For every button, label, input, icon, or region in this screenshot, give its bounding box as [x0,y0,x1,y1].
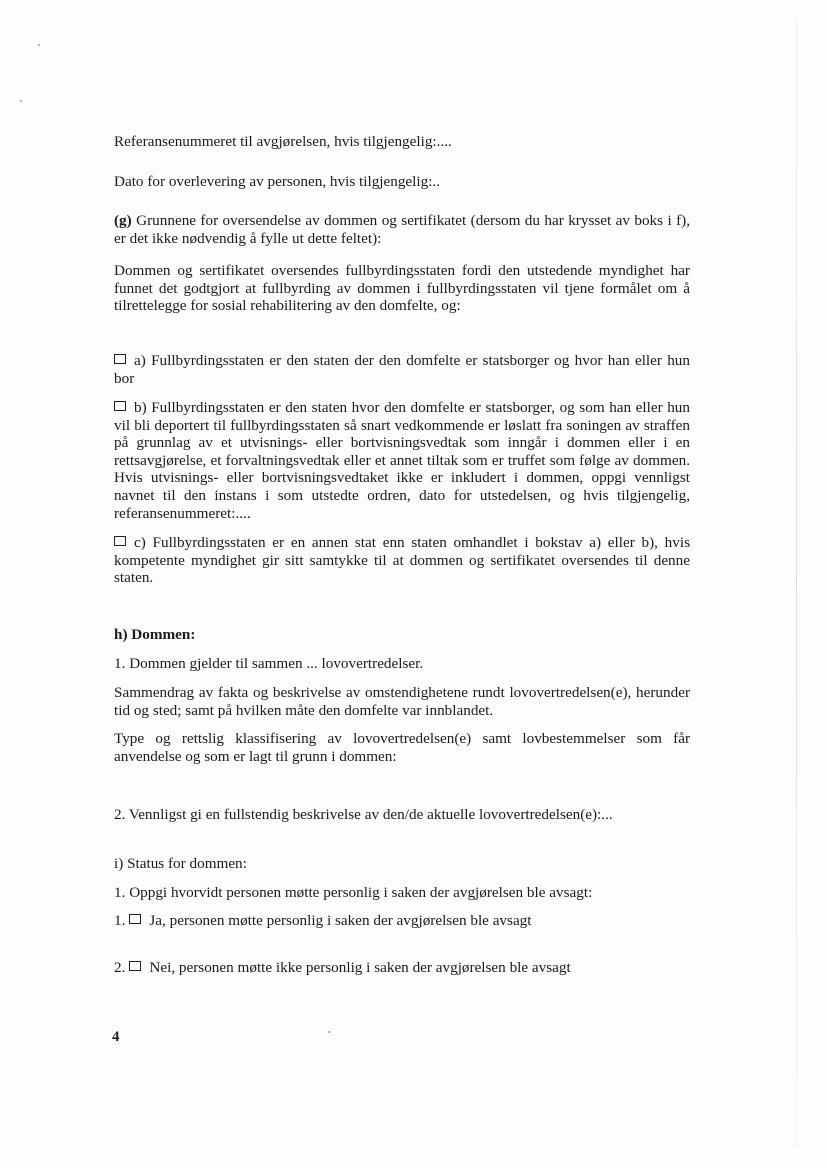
section-g-intro: Dommen og sertifikatet oversendes fullbyrdingsstaten fordi den utstedende myndighet har funnet det godtgjort at fullbyrding av dommen i fullbyrdingsstaten vil tjene formålet om å tilrettelegge for sosial rehabilitering av den domfelte, og: [114,262,690,315]
section-h-item1: 1. Dommen gjelder til sammen ... lovovertredelser. [114,655,424,672]
option-b [114,399,690,522]
section-h-type: Type og rettslig klassifisering av lovovertredelsen(e) samt lovbestemmelser som får anvendelse og som er lagt til grunn i dommen: [114,730,690,765]
option-c-text: c) Fullbyrdingsstaten er en annen stat enn staten omhandlet i bokstav a) eller b), hvis kompetente myndighet gir sitt samtykke til at dommen og sertifikatet oversendes til denne staten. [114,534,690,587]
page-number: 4 [112,1029,120,1045]
status-choice-2-number: 2. [114,959,126,976]
section-i-heading: i) Status for dommen: [114,855,247,872]
section-h-summary: Sammendrag av fakta og beskrivelse av omstendighetene rundt lovovertredelsen(e), herunder tid og sted; samt på hvilken måte den domfelte var innblandet. [114,684,690,719]
option-a [114,352,690,387]
reference-number-line: Referansenummeret til avgjørelsen, hvis tilgjengelig:.... [114,133,452,150]
section-g-heading [114,212,690,247]
section-g-label: (g) [114,212,132,229]
section-g-heading-text: Grunnene for oversendelse av dommen og sertifikatet (dersom du har krysset av boks i f), er det ikke nødvendig å fylle ut dette feltet): [114,212,691,247]
status-choice-2 [114,959,690,977]
status-choice-1 [114,912,690,930]
status-choice-1-text: Ja, personen møtte personlig i saken der avgjørelsen ble avsagt [149,912,532,929]
section-h-heading: h) Dommen: [114,626,196,643]
scan-speck [38,44,40,46]
section-i-item1: 1. Oppgi hvorvidt personen møtte personlig i saken der avgjørelsen ble avsagt: [114,884,593,901]
option-a-text: a) Fullbyrdingsstaten er den staten der den domfelte er statsborger og hvor han eller hun bor [114,352,690,387]
scan-edge-line [796,18,797,1148]
status-choice-2-checkbox[interactable] [129,961,141,971]
option-b-checkbox[interactable] [114,401,126,411]
status-choice-2-text: Nei, personen møtte ikke personlig i saken der avgjørelsen ble avsagt [149,959,571,976]
scan-speck [328,1031,330,1033]
status-choice-1-number: 1. [114,912,126,929]
scan-speck [20,100,22,102]
option-c [114,534,690,587]
status-choice-1-checkbox[interactable] [129,914,141,924]
option-c-checkbox[interactable] [114,536,126,546]
handover-date-line: Dato for overlevering av personen, hvis tilgjengelig:.. [114,173,441,190]
option-b-text: b) Fullbyrdingsstaten er den staten hvor den domfelte er statsborger, og som han eller hun vil bli deportert til fullbyrdingsstaten så snart vedkommende er løslatt fra soningen av straffen på grunnlag av et utvisnings- eller bortvisningsvedtak som inngår i dommen eller i en rettsavgjørelse, et forvaltningsvedtak eller et annet tiltak som er truffet som følge av dommen. Hvis utvisnings- eller bortvisningsvedtaket ikke er inkludert i dommen, oppgi vennligst navnet til den instans i som utstedte ordren, dato for utstedelsen, og hvis tilgjengelig, referansenummeret:.... [114,399,690,522]
option-a-checkbox[interactable] [114,354,126,364]
section-h-item2: 2. Vennligst gi en fullstendig beskrivelse av den/de aktuelle lovovertredelsen(e):... [114,806,613,823]
